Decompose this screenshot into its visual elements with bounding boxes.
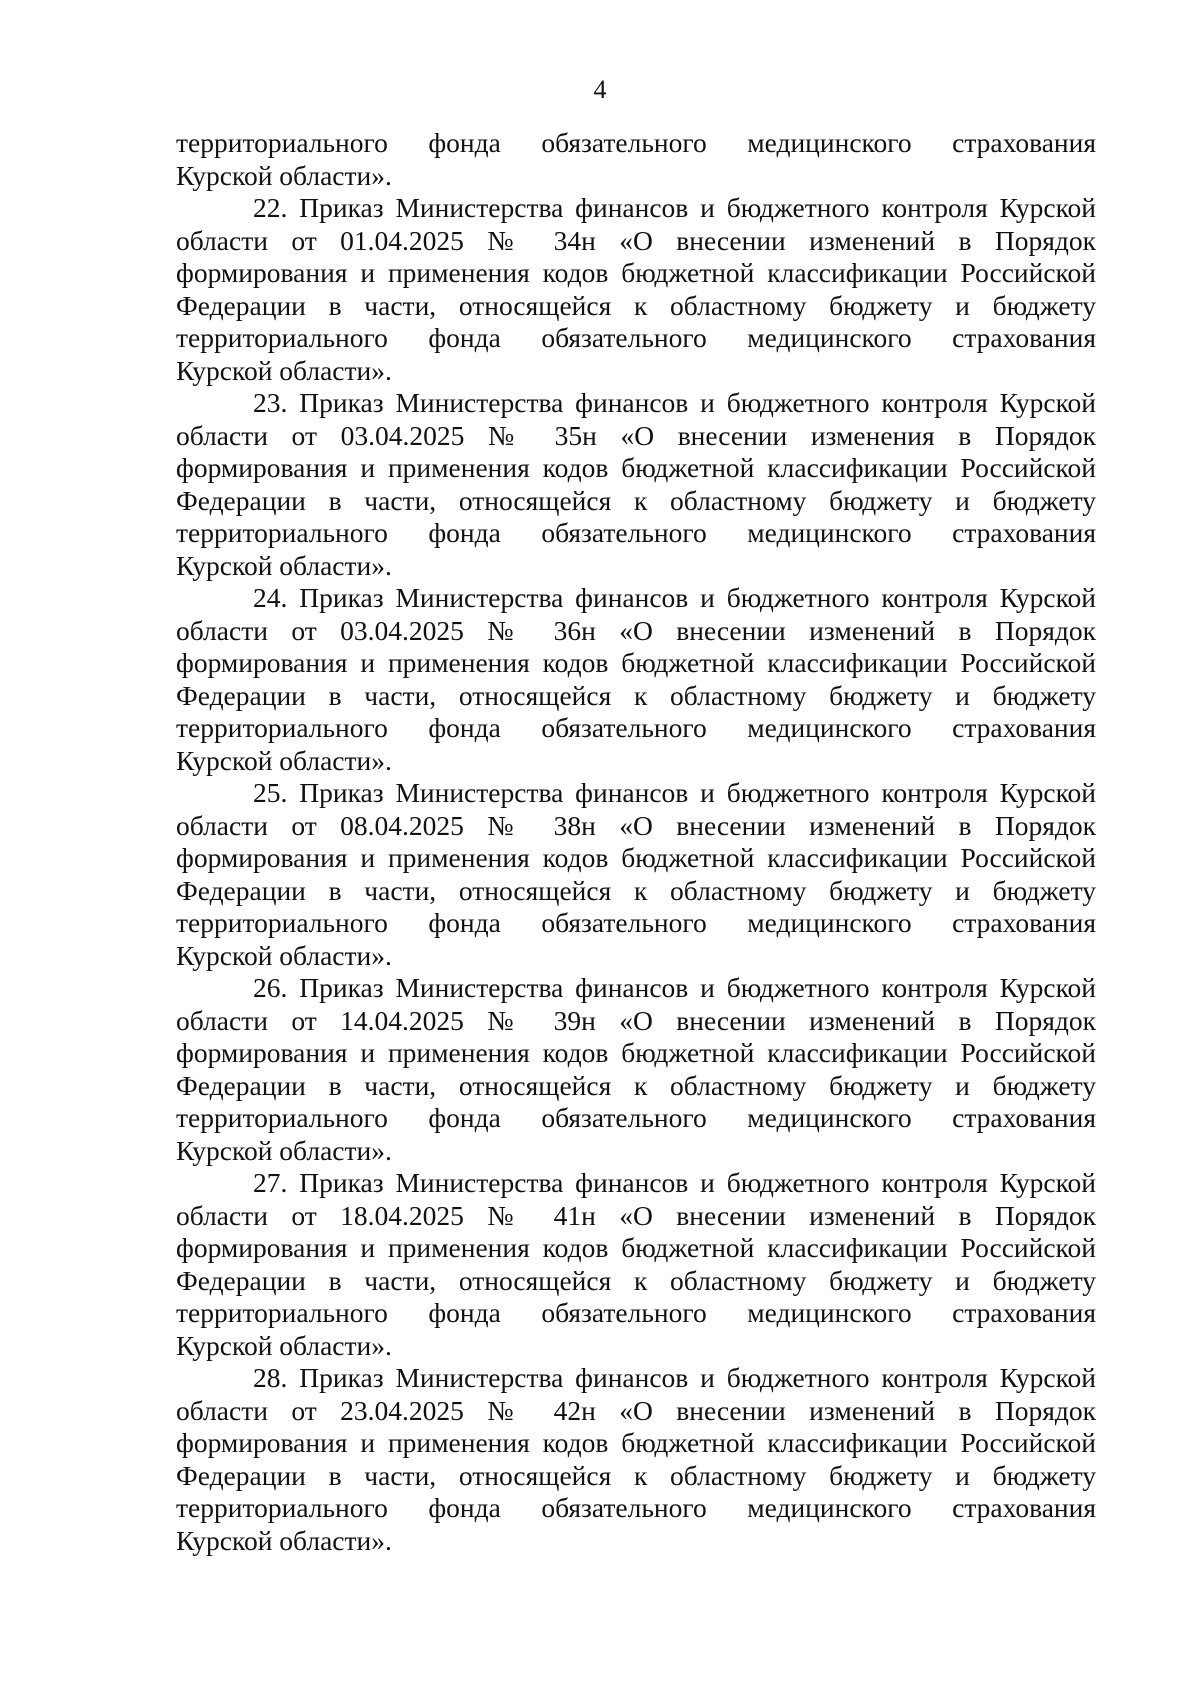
text-line: 23. Приказ Министерства финансов и бюджетного контроля Курской	[253, 387, 1096, 418]
text-line: Федерации в части, относящейся к областному бюджету и бюджету	[176, 289, 1096, 321]
list-item	[176, 1362, 1096, 1557]
text-line: области от 18.04.2025 № 41н «О внесении изменений в Порядок	[176, 1199, 1096, 1231]
text-line: Курской области».	[176, 549, 392, 581]
text-line: формирования и применения кодов бюджетной классификации Российской	[176, 257, 1096, 288]
text-line: области от 03.04.2025 № 35н «О внесении изменения в Порядок	[176, 419, 1096, 451]
text-line: 28. Приказ Министерства финансов и бюджетного контроля Курской	[253, 1362, 1096, 1393]
text-line: территориального фонда обязательного медицинского страхования	[176, 907, 1096, 938]
text-line: 26. Приказ Министерства финансов и бюджетного контроля Курской	[253, 972, 1096, 1003]
text-line: территориального фонда обязательного медицинского страхования	[176, 1102, 1096, 1133]
text-line: области от 14.04.2025 № 39н «О внесении изменений в Порядок	[176, 1004, 1096, 1036]
text-line: Курской области».	[176, 159, 392, 191]
text-line: Курской области».	[176, 939, 392, 971]
text-line: формирования и применения кодов бюджетной классификации Российской	[176, 842, 1096, 873]
text-line: территориального фонда обязательного медицинского страхования	[176, 517, 1096, 548]
intro-paragraph	[176, 127, 1096, 192]
text-line: формирования и применения кодов бюджетной классификации Российской	[176, 1427, 1096, 1458]
text-line: территориального фонда обязательного медицинского страхования	[176, 322, 1096, 353]
list-item	[176, 192, 1096, 387]
list-item	[176, 1167, 1096, 1362]
text-line: области от 03.04.2025 № 36н «О внесении изменений в Порядок	[176, 614, 1096, 646]
text-line: Курской области».	[176, 1524, 392, 1556]
text-line: области от 08.04.2025 № 38н «О внесении изменений в Порядок	[176, 809, 1096, 841]
page-number: 4	[593, 75, 607, 104]
document-body	[176, 127, 1096, 1557]
text-line: формирования и применения кодов бюджетной классификации Российской	[176, 1037, 1096, 1068]
text-line: Федерации в части, относящейся к областному бюджету и бюджету	[176, 484, 1096, 516]
text-line: территориального фонда обязательного медицинского страхования	[176, 1297, 1096, 1328]
text-line: Курской области».	[176, 354, 392, 386]
text-line: территориального фонда обязательного медицинского страхования	[176, 1492, 1096, 1523]
text-line: Курской области».	[176, 1134, 392, 1166]
text-line: формирования и применения кодов бюджетной классификации Российской	[176, 1232, 1096, 1263]
list-item	[176, 582, 1096, 777]
text-line: территориального фонда обязательного медицинского страхования	[176, 712, 1096, 743]
list-item	[176, 972, 1096, 1167]
text-line: Федерации в части, относящейся к областному бюджету и бюджету	[176, 1459, 1096, 1491]
text-line: Курской области».	[176, 744, 392, 776]
text-line: Федерации в части, относящейся к областному бюджету и бюджету	[176, 1264, 1096, 1296]
text-line: 27. Приказ Министерства финансов и бюджетного контроля Курской	[253, 1167, 1096, 1198]
text-line: территориального фонда обязательного медицинского страхования	[176, 127, 1096, 158]
text-line: 24. Приказ Министерства финансов и бюджетного контроля Курской	[253, 582, 1096, 613]
text-line: формирования и применения кодов бюджетной классификации Российской	[176, 452, 1096, 483]
text-line: Федерации в части, относящейся к областному бюджету и бюджету	[176, 874, 1096, 906]
text-line: формирования и применения кодов бюджетной классификации Российской	[176, 647, 1096, 678]
text-line: Курской области».	[176, 1329, 392, 1361]
list-item	[176, 387, 1096, 582]
text-line: Федерации в части, относящейся к областному бюджету и бюджету	[176, 679, 1096, 711]
text-line: Федерации в части, относящейся к областному бюджету и бюджету	[176, 1069, 1096, 1101]
text-line: области от 23.04.2025 № 42н «О внесении изменений в Порядок	[176, 1394, 1096, 1426]
text-line: 25. Приказ Министерства финансов и бюджетного контроля Курской	[253, 777, 1096, 808]
list-item	[176, 777, 1096, 972]
text-line: 22. Приказ Министерства финансов и бюджетного контроля Курской	[253, 192, 1096, 223]
text-line: области от 01.04.2025 № 34н «О внесении изменений в Порядок	[176, 224, 1096, 256]
